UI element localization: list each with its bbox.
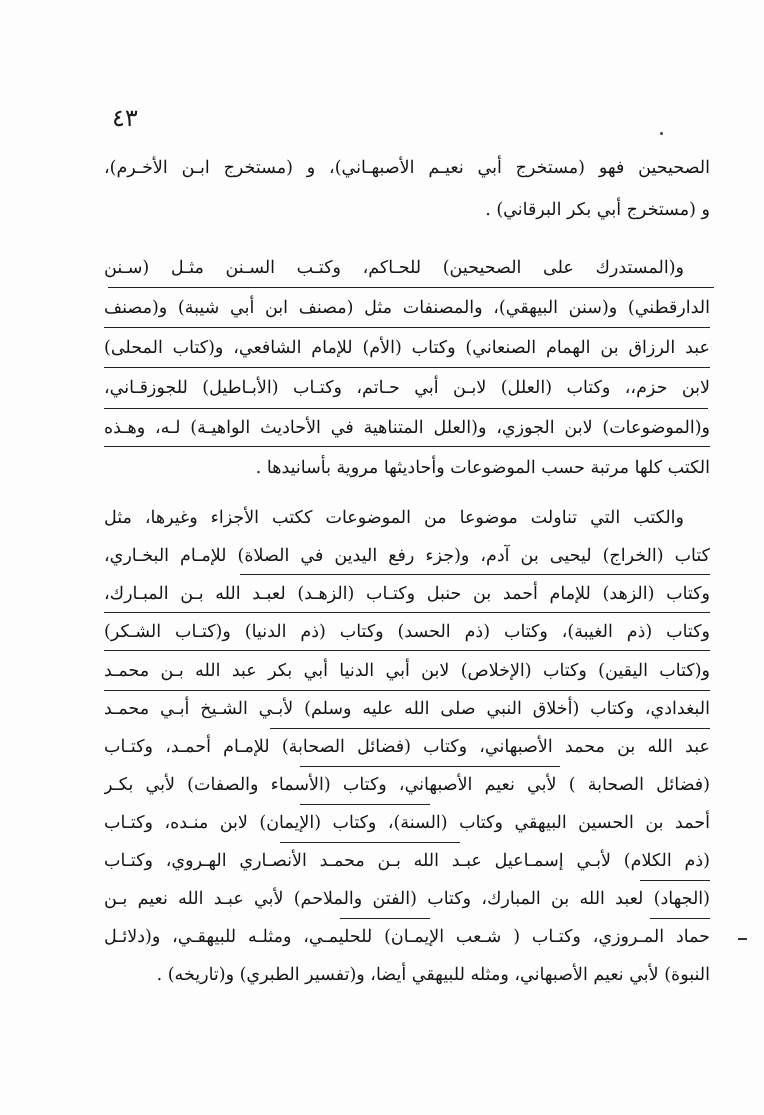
paragraph-3-line-10: (ذم الكلام) لأبـي إسمـاعيل عبـد الله بـن محمـد الأنصـاري الهـروي، وكتـاب [104, 851, 710, 871]
paragraph-3-line-2: كتاب (الخراج) ليحيى بن آدم، و(جزء رفع اليدين في الصلاة) للإمـام البخـاري، [104, 546, 710, 566]
paragraph-3-line-11: (الجهاد) لعبد الله بن المبارك، وكتاب (الفتن والملاحم) لأبي عبـد الله نعيم بـن [104, 889, 710, 909]
paragraph-3-line-7: عبد الله بن محمد الأصبهاني، وكتاب (فضائل الصحابة) للإمـام أحمـد، وكتـاب [104, 737, 710, 757]
paragraph-2-line-2: الدارقطني) و(سنن البيهقي)، والمصنفات مثل (مصنف ابن أبي شيبة) و(مصنف [104, 298, 710, 318]
paragraph-2-line-1: و(المستدرك على الصحيحين) للحـاكم، وكتـب السـنن مثـل (سـنن [104, 258, 684, 278]
paragraph-3-line-4: وكتاب (ذم الغيبة)، وكتاب (ذم الحسد) وكتاب (ذم الدنيا) و(كتـاب الشـكر) [104, 622, 710, 642]
paragraph-2-line-4: لابن حزم،، وكتاب (العلل) لابـن أبي حـاتم، وكتـاب (الأبـاطيل) للجوزقـاني، [104, 378, 710, 398]
paragraph-3-line-6: البغدادي، وكتاب (أخلاق النبي صلى الله عليه وسلم) لأبـي الشـيخ أبـي محمـد [104, 699, 710, 719]
paragraph-3-line-3: وكتاب (الزهد) للإمام أحمد بن حنبل وكتـاب (الزهـد) لعبـد الله بـن المبـارك، [104, 584, 710, 604]
paragraph-3-line-5: و(كتاب اليقين) وكتاب (الإخلاص) لابن أبي الدنيا أبي بكر عبد الله بـن محمـد [104, 661, 710, 681]
pen-underline [270, 728, 710, 729]
paragraph-1-line-1: الصحيحين فهو (مستخرج أبي نعيـم الأصبهـاني)، و (مستخرج ابـن الأخـرم)، [104, 158, 710, 178]
pen-underline [104, 690, 710, 691]
ink-speck [660, 132, 663, 135]
pen-underline [104, 327, 710, 328]
pen-underline [104, 446, 710, 447]
paragraph-3-line-13: النبوة) لأبي نعيم الأصبهاني، ومثله للبيهقي أيضا، و(تفسير الطبري) و(تاريخه) . [156, 965, 710, 985]
margin-pen-mark [738, 938, 747, 940]
pen-underline [104, 612, 710, 613]
pen-underline [640, 880, 710, 881]
paragraph-3-line-1: والكتب التي تناولت موضوعا من الموضوعات ككتب الأجزاء وغيرها، مثل [104, 508, 684, 528]
paragraph-3-line-8: (فضائل الصحابة ) لأبي نعيم الأصبهاني، وكتاب (الأسماء والصفات) لأبي بكـر [104, 775, 710, 795]
paragraph-2-line-3: عبد الرزاق بن الهمام الصنعاني) وكتاب (الأم) للإمام الشافعي، و(كتاب المحلى) [104, 338, 710, 358]
paragraph-3 [104, 500, 710, 1020]
paragraph-3-line-12: حماد المـروزي، وكتـاب ( شـعب الإيمـان) للحليمـي، ومثلـه للبيهقـي، و(دلائـل [104, 927, 710, 947]
pen-underline [650, 918, 710, 919]
paragraph-2-line-6: الكتب كلها مرتبة حسب الموضوعات وأحاديثها مروية بأسانيدها . [255, 458, 710, 478]
pen-underline [104, 367, 710, 368]
pen-underline [240, 574, 710, 575]
pen-underline [300, 804, 430, 805]
pen-underline [340, 918, 430, 919]
pen-underline [104, 650, 710, 651]
pen-underline [104, 408, 708, 409]
paragraph-1-line-2: و (مستخرج أبي بكر البرقاني) . [485, 200, 710, 220]
paragraph-2-line-5: و(الموضوعات) لابن الجوزي، و(العلل المتناهية في الأحاديث الواهيـة) لـه، وهـذه [104, 418, 710, 438]
paragraph-2 [104, 250, 710, 490]
paragraph-3-line-9: أحمد بن الحسين البيهقي وكتاب (السنة)، وكتاب (الإيمان) لابن منـده، وكتـاب [104, 813, 710, 833]
page-number: ٤٣ [112, 104, 138, 132]
pen-underline [108, 287, 714, 288]
paragraph-1 [104, 150, 710, 230]
pen-underline [300, 766, 560, 767]
pen-underline [280, 842, 460, 843]
